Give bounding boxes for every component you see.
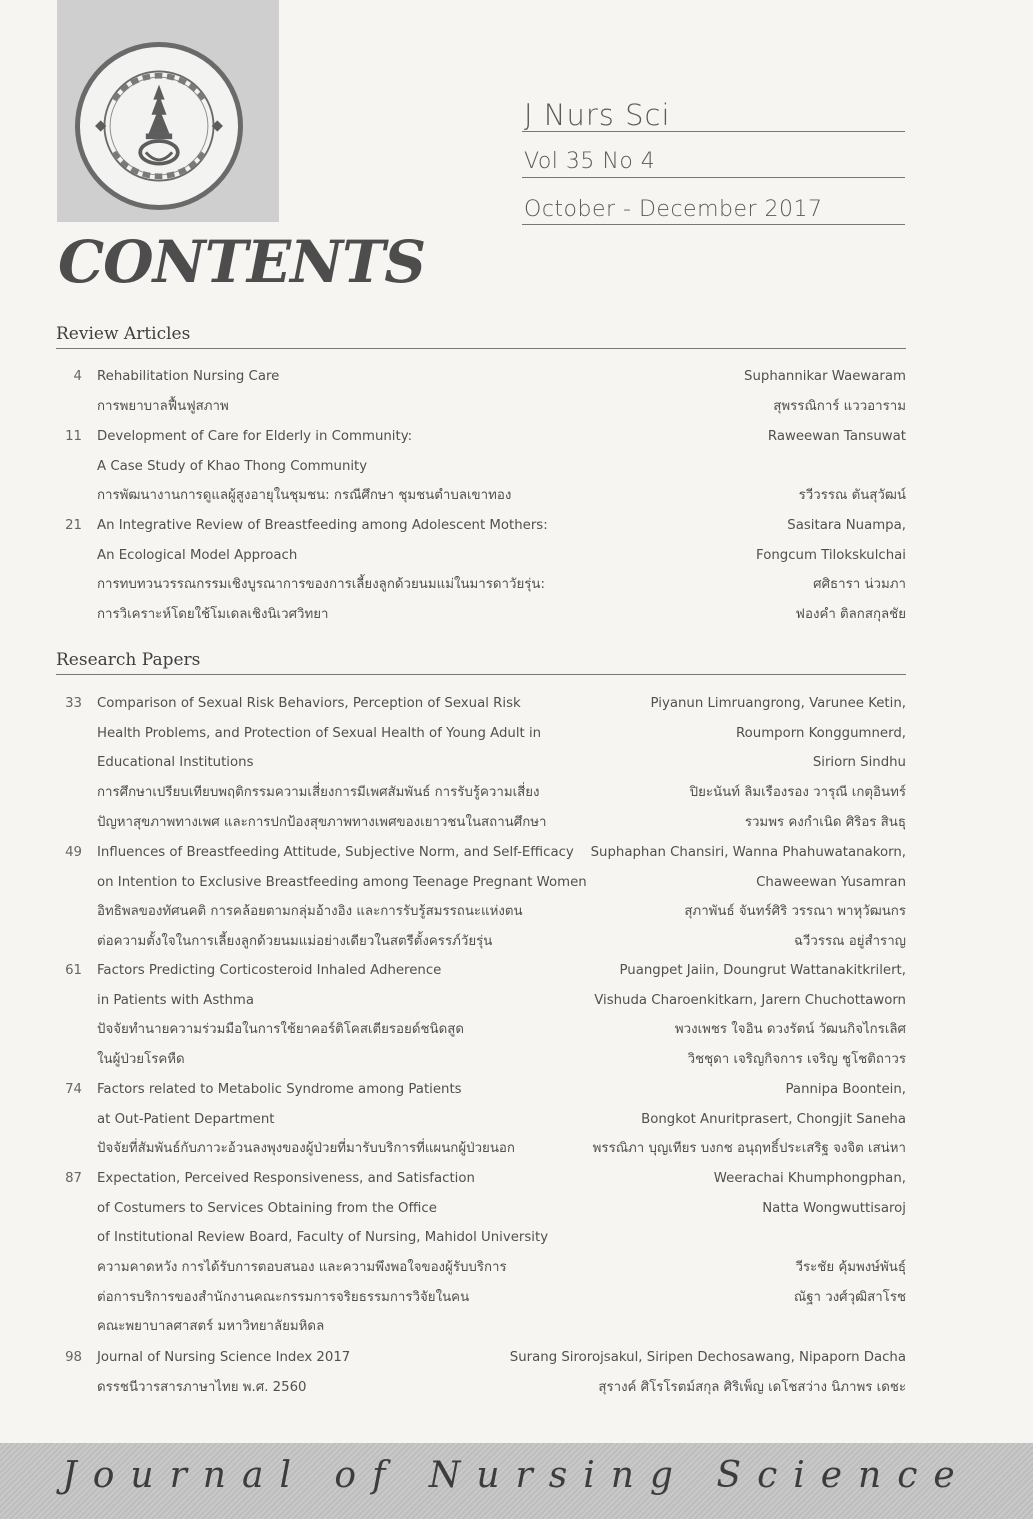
entry-author: Pannipa Boontein, [785,1082,906,1097]
entry-author: ณัฐา วงศ์วุฒิสาโรช [793,1289,906,1305]
entry-page-number: 11 [65,429,82,444]
entry-title-line: of Institutional Review Board, Faculty of Nursing, Mahidol University [97,1230,549,1246]
entry-title-line: อิทธิพลของทัศนคติ การคล้อยตามกลุ่มอ้างอิง และการรับรู้สมรรถนะแห่งตน [97,904,523,920]
toc-entry[interactable] [56,422,906,511]
entry-title-line: ปัจจัยทำนายความร่วมมือในการใช้ยาคอร์ติโคสเตียรอยด์ชนิดสูด [97,1022,464,1038]
entry-title-line: การพัฒนางานการดูแลผู้สูงอายุในชุมชน: กรณีศึกษา ชุมชนตำบลเขาทอง [97,488,512,504]
entry-author: Bongkot Anuritprasert, Chongjit Saneha [641,1111,906,1127]
entry-author: Weerachai Khumphongphan, [713,1171,906,1186]
entry-author: Suphannikar Waewaram [744,369,906,384]
entry-title-line: Influences of Breastfeeding Attitude, Subjective Norm, and Self-Efficacy [97,845,574,860]
entry-page-number: 98 [65,1350,82,1365]
entry-title-line: Rehabilitation Nursing Care [97,369,280,384]
entry-title-line: การวิเคราะห์โดยใช้โมเดลเชิงนิเวศวิทยา [97,607,329,623]
entry-author: Suphaphan Chansiri, Wanna Phahuwatanakorn, [590,845,906,860]
journal-period: October - December 2017 [522,198,905,225]
entry-author: ฉวีวรรณ อยู่สำราญ [793,934,906,950]
toc-entry[interactable] [56,511,906,630]
journal-volume: Vol 35 No 4 [522,150,905,178]
contents-title: CONTENTS [58,228,426,296]
section-title-research-papers: Research Papers [56,650,906,675]
toc-entry[interactable] [56,838,906,957]
entry-title-line: Factors related to Metabolic Syndrome among Patients [97,1082,462,1097]
entry-title-line: ต่อความตั้งใจในการเลี้ยงลูกด้วยนมแม่อย่างเดียวในสตรีตั้งครรภ์วัยรุ่น [97,934,493,950]
toc-entry[interactable] [56,1075,906,1164]
entry-page-number: 49 [65,845,82,860]
entry-page-number: 74 [65,1082,82,1097]
entry-title-line: Expectation, Perceived Responsiveness, and Satisfaction [97,1171,475,1186]
entry-author: Siriorn Sindhu [812,755,906,771]
entry-author: ปิยะนันท์ ลิมเรืองรอง วารุณี เกตุอินทร์ [689,785,906,801]
entry-author: วีระชัย คุ้มพงษ์พันธุ์ [795,1260,906,1276]
entry-title-line: การทบทวนวรรณกรรมเชิงบูรณาการของการเลี้ยงลูกด้วยนมแม่ในมารดาวัยรุ่น: [97,577,545,593]
toc-entry[interactable] [56,362,906,421]
entry-title-line: Educational Institutions [97,755,254,771]
entry-title-line: at Out-Patient Department [97,1111,275,1127]
entry-title-line: คณะพยาบาลศาสตร์ มหาวิทยาลัยมหิดล [97,1319,325,1335]
entry-title-line: A Case Study of Khao Thong Community [97,458,368,474]
entry-page-number: 87 [65,1171,82,1186]
entry-page-number: 33 [65,696,82,711]
toc-entry[interactable] [56,689,906,837]
entry-title-line: ปัญหาสุขภาพทางเพศ และการปกป้องสุขภาพทางเพศของเยาวชนในสถานศึกษา [97,814,547,830]
entry-author: วิชชุดา เจริญกิจการ เจริญ ชูโชติถาวร [687,1052,906,1068]
entry-title-line: on Intention to Exclusive Breastfeeding among Teenage Pregnant Women [97,874,587,890]
entry-author: Vishuda Charoenkitkarn, Jarern Chuchottaworn [594,992,906,1008]
footer-journal-title: Journal of Nursing Science [62,1455,971,1496]
entry-title-line: ปัจจัยที่สัมพันธ์กับภาวะอ้วนลงพุงของผู้ป่วยที่มารับบริการที่แผนกผู้ป่วยนอก [97,1141,515,1157]
entry-author: สุภาพันธ์ จันทร์ศิริ วรรณา พาหุวัฒนกร [684,904,906,920]
entry-author: Roumporn Konggumnerd, [735,725,906,741]
toc-entry[interactable] [56,956,906,1075]
entry-title-line: ความคาดหวัง การได้รับการตอบสนอง และความพึงพอใจของผู้รับบริการ [97,1260,507,1276]
entry-page-number: 4 [73,369,82,384]
entry-page-number: 21 [65,518,82,533]
toc-entry[interactable] [56,1343,906,1402]
entry-author: Puangpet Jaiin, Doungrut Wattanakitkrilert, [619,963,906,978]
entry-title-line: in Patients with Asthma [97,992,255,1008]
entry-author: Fongcum Tilokskulchai [756,547,906,563]
journal-abbrev: J Nurs Sci [522,100,905,132]
entry-author: Raweewan Tansuwat [767,429,906,444]
entry-title-line: ต่อการบริการของสำนักงานคณะกรรมการจริยธรรมการวิจัยในคน [97,1289,470,1305]
entry-title-line: Health Problems, and Protection of Sexual Health of Young Adult in [97,725,542,741]
entry-author: รวีวรรณ ตันสุวัฒน์ [798,488,906,504]
entry-author: Chaweewan Yusamran [756,874,906,890]
toc-entry[interactable] [56,1164,906,1342]
logo-block [57,0,279,222]
university-seal-icon [75,42,243,210]
entry-author: ศศิธารา น่วมภา [813,577,906,593]
footer-band [0,1443,1033,1519]
entry-author: สุพรรณิการ์ แววอาราม [773,398,906,414]
entry-title-line: การพยาบาลฟื้นฟูสภาพ [97,398,229,414]
entry-title-line: ดรรชนีวารสารภาษาไทย พ.ศ. 2560 [97,1379,307,1395]
entry-title-line: An Integrative Review of Breastfeeding among Adolescent Mothers: [97,518,548,533]
entry-author: สุรางค์ ศิโรโรตม์สกุล ศิริเพ็ญ เดโชสว่าง นิภาพร เดชะ [598,1379,906,1395]
entry-title-line: Development of Care for Elderly in Community: [97,429,413,444]
entry-title-line: การศึกษาเปรียบเทียบพฤติกรรมความเสี่ยงการมีเพศสัมพันธ์ การรับรู้ความเสี่ยง [97,785,540,801]
entry-title-line: Factors Predicting Corticosteroid Inhaled Adherence [97,963,442,978]
entry-title-line: Journal of Nursing Science Index 2017 [97,1350,351,1365]
entry-author: Natta Wongwuttisaroj [762,1200,906,1216]
entry-title-line: of Costumers to Services Obtaining from the Office [97,1200,437,1216]
section-title-review-articles: Review Articles [56,324,906,349]
entry-title-line: Comparison of Sexual Risk Behaviors, Perception of Sexual Risk [97,696,521,711]
entry-author: พรรณิภา บุญเทียร บงกช อนุฤทธิ์ประเสริฐ จงจิต เสน่หา [592,1141,906,1157]
entry-page-number: 61 [65,963,82,978]
entry-title-line: ในผู้ป่วยโรคหืด [97,1052,185,1068]
entry-author: Sasitara Nuampa, [787,518,906,533]
entry-author: รวมพร คงกำเนิด ศิริอร สินธุ [744,814,906,830]
entry-author: ฟองคำ ติลกสกุลชัย [795,607,906,623]
entry-author: Piyanun Limruangrong, Varunee Ketin, [650,696,906,711]
journal-meta [522,100,905,225]
entry-author: Surang Sirorojsakul, Siripen Dechosawang, Nipaporn Dacha [509,1350,906,1365]
entry-author: พวงเพชร ใจอิน ดวงรัตน์ วัฒนกิจไกรเลิศ [674,1022,906,1038]
entry-title-line: An Ecological Model Approach [97,547,298,563]
seal-emblem-graphic [80,47,238,205]
